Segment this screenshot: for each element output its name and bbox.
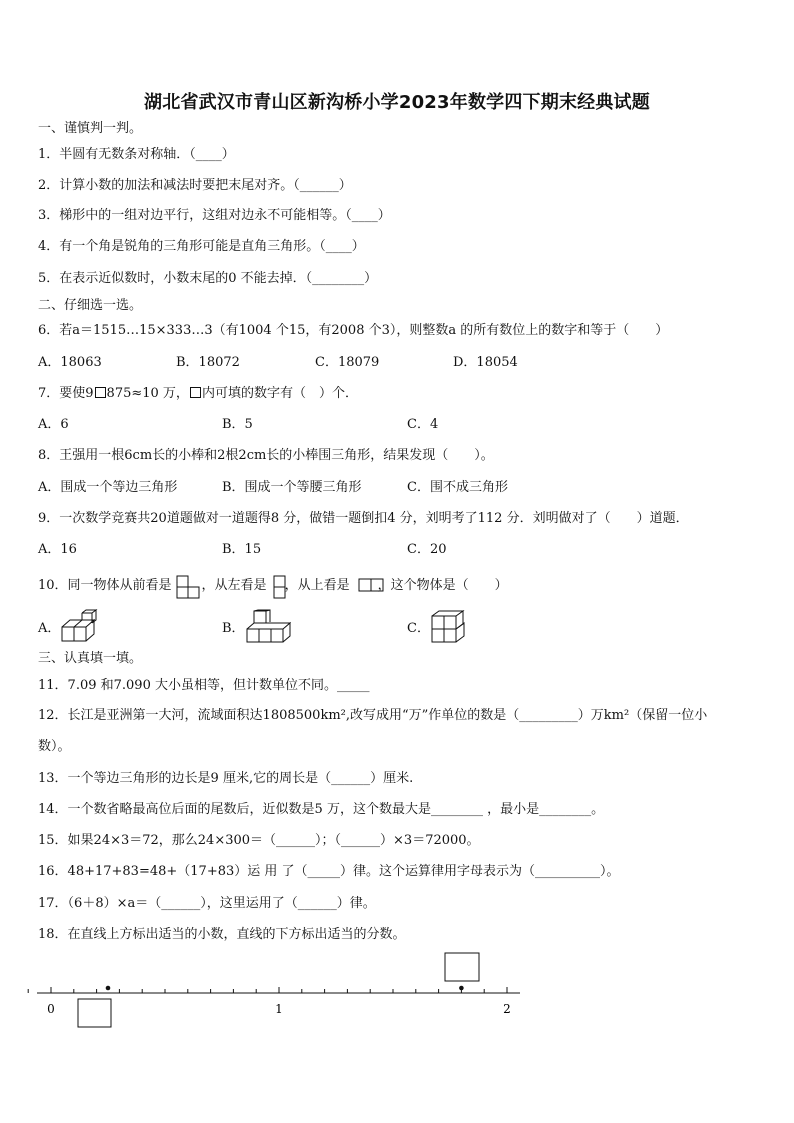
q7-option-b: B．5 [222,417,253,432]
question-9: 9．一次数学竞赛共20道题做对一道题得8 分，做错一题倒扣4 分，刘明考了112 分．刘明做对了（ ）道题． [38,511,689,526]
q10-text-part-4: ，这个物体是（ ） [377,578,508,593]
answer-box-above [445,953,479,981]
number-line [0,945,794,1035]
q9-option-a: A．16 [38,542,77,557]
cube-stack-a-icon [60,609,100,645]
q8-option-a: A．围成一个等边三角形 [38,480,178,495]
q9-option-c: C．20 [407,542,447,557]
q9-option-b: B．15 [222,542,262,557]
section-2-heading: 二、仔细选一选。 [38,298,143,313]
question-18: 18．在直线上方标出适当的小数，直线的下方标出适当的分数。 [38,927,406,942]
tick-label-1: 1 [275,1002,283,1016]
question-13: 13．一个等边三角形的边长是9 厘米,它的周长是（______）厘米. [38,771,414,786]
cube-stack-b-icon [245,609,291,645]
question-14: 14．一个数省略最高位后面的尾数后，近似数是5 万，这个数最大是________ ，最小是________。 [38,802,605,817]
tick-label-0: 0 [47,1002,55,1016]
question-8: 8．王强用一根6cm长的小棒和2根2cm长的小棒围三角形，结果发现（ ）。 [38,448,494,463]
question-1: 1．半圆有无数条对称轴．（____） [38,147,235,162]
q7-text-part-1: 7．要使9 [38,386,94,401]
question-6: 6．若a＝1515…15×333…3（有1004 个15，有2008 个3），则整数a 的所有数位上的数字和等于（ ） [38,323,669,338]
question-12-continued: 数）。 [38,739,71,754]
question-5: 5．在表示近似数时，小数末尾的0 不能去掉．（________） [38,271,378,286]
q10-option-a: A． [38,621,61,636]
q10-text-part-1: 10．同一物体从前看是 [38,578,172,593]
question-17: 17．（6＋8）×a＝（______），这里运用了（______）律。 [38,896,376,911]
front-view-icon [175,575,205,599]
blank-square-icon [95,387,106,398]
question-12: 12．长江是亚洲第一大河，流域面积达1808500km²,改写成用“万”作单位的数是（_________）万km²（保留一位小 [38,708,708,723]
q10-text-part-2: ，从左看是 [201,578,267,593]
q7-text-part-3: 内可填的数字有（ ）个． [201,386,358,401]
question-15: 15．如果24×3＝72，那么24×300＝（______）；（______）×3＝72000。 [38,833,480,848]
top-view-icon [358,577,386,593]
q7-text-part-2: 875≈10 万， [106,386,189,401]
answer-box-below [78,999,111,1027]
q10-option-b: B． [222,621,245,636]
question-16: 16．48+17+83=48+（17+83）运 用 了（_____）律。这个运算律用字母表示为（__________）。 [38,864,620,879]
tick-label-2: 2 [503,1002,511,1016]
blank-square-icon [190,387,201,398]
cube-stack-c-icon [430,609,470,645]
number-line-point-1 [459,986,464,991]
question-3: 3．梯形中的一组对边平行，这组对边永不可能相等。（____） [38,208,391,223]
left-view-icon [272,575,288,599]
q6-option-c: C．18079 [315,355,380,370]
q10-text-part-3: ，从上看是 [284,578,350,593]
question-7 [38,385,358,403]
q7-option-c: C．4 [407,417,439,432]
q6-option-a: A．18063 [38,355,102,370]
page-title: 湖北省武汉市青山区新沟桥小学2023年数学四下期末经典试题 [144,92,650,113]
section-1-heading: 一、谨慎判一判。 [38,121,143,136]
q7-option-a: A．6 [38,417,69,432]
q6-option-d: D．18054 [453,355,518,370]
q10-option-c: C． [407,621,430,636]
q8-option-c: C．围不成三角形 [407,480,508,495]
question-2: 2．计算小数的加法和减法时要把末尾对齐。（______） [38,178,352,193]
q6-option-b: B．18072 [176,355,240,370]
number-line-point-0 [106,986,111,991]
question-11: 11．7.09 和7.090 大小虽相等，但计数单位不同。_____ [38,678,370,693]
q8-option-b: B．围成一个等腰三角形 [222,480,362,495]
question-4: 4．有一个角是锐角的三角形可能是直角三角形。（____） [38,239,365,254]
section-3-heading: 三、认真填一填。 [38,651,143,666]
